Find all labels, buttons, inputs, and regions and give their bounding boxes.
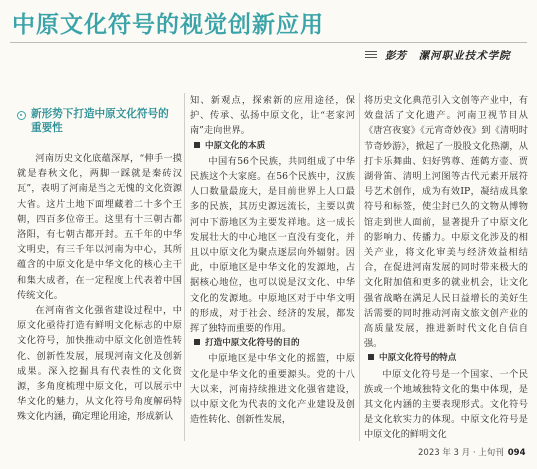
section-heading (17, 107, 177, 135)
column-1 (17, 151, 182, 425)
title-divider (10, 42, 527, 43)
paragraph: 在河南省文化强省建设过程中，中原文化亟待打造有鲜明文化标志的中原文化符号，加快推动中原文化创造性转化、创新性发展，展现河南文化及创新成果。深入挖掘具有代表性的文化资源，多角度梳理中原文化，可以展示中华文化的魅力，从文化符号角度解码特殊文化内涵，确定理论用途，形成新认 (17, 305, 182, 423)
column-3 (364, 93, 528, 443)
paragraph: 中原地区是中华文化的摇篮，中原文化是中华文化的重要源头。党的十八大以来，河南持续推进文化强省建设，以中原文化为代表的文化产业建设及创造性转化、创新性发展， (190, 353, 355, 426)
page-number: 094 (507, 448, 526, 458)
article-title: 中原文化符号的视觉创新应用 (12, 12, 324, 38)
paragraph: 河南历史文化底蕴深厚，“伸手一摸就是春秋文化，两脚一踩就是秦砖汉瓦”，表明了河南是当之无愧的文化资源大省。这片土地下面埋藏着二十多个王朝，四百多位帝王。这里有十三朝古都洛阳，有七朝古都开封。五千年的中华文明史，有三千年以河南为中心，其所蕴含的中原文化是中华文化的核心主干和集大成者，在一定程度上代表着中国传统文化。 (17, 153, 182, 301)
paragraph: 中原文化符号是一个国家、一个民族或一个地域独特文化的集中体现，是其文化内涵的主要表现形式。文化符号是文化软实力的体现。中原文化符号是中原文化的鲜明文化 (364, 368, 528, 441)
paragraph: 中国有56个民族，共同组成了中华民族这个大家庭。在56个民族中，汉族人口数量最庞大，是目前世界上人口最多的民族，其历史源远流长，主要以黄河中下游地区为主要发祥地。这一成长发展壮大的中心地区一直没有变化，并且以中原文化为聚点逐层向外辐射。因此，中原地区是中华文化的发源地，占据核心地位，也可以说是汉文化、中华文化的发源地。中原地区对于中华文明的形成，对于社会、经济的发展，都发挥了独特而重要的作用。 (190, 155, 355, 335)
column-2 (190, 93, 355, 427)
subheading-text: 中原文化符号的特点 (379, 353, 457, 364)
square-bullet-icon (194, 142, 200, 148)
square-bullet-icon (368, 354, 374, 360)
author-affiliation: 漯河职业技术学院 (418, 50, 511, 62)
subheading (190, 336, 355, 351)
subheading-text: 中原文化的本质 (205, 140, 266, 151)
section-bullet-icon (17, 111, 26, 120)
subheading-text: 打造中原文化符号的目的 (205, 338, 300, 349)
square-bullet-icon (194, 339, 200, 345)
page-footer (418, 446, 526, 458)
column-divider (359, 93, 360, 441)
author-name: 彭芳 (385, 50, 406, 62)
paragraph: 知、新观点，探索新的应用途径，保护、传承、弘扬中原文化，让“老家河南”走向世界。 (190, 95, 355, 137)
paragraph: 将历史文化典范引入文创等产业中，有效盘活了文化遗产。河南卫视节目从《唐宫夜宴》《元宵奇妙夜》到《清明时节奇妙游》，掀起了一股股文化热潮，从打卡乐舞曲、妇好鸮尊、莲鹤方壶、贾湖骨笛、清明上河图等古代元素开展符号艺术创作，成为有效IP，凝结成具象符号和标签，使尘封已久的文物从博物馆走到世人面前，显著提升了中原文化的影响力、传播力。中原文化涉及的相关产业，将文化审美与经济效益相结合，在促进河南发展的同时带来极大的文化附加值和更多的就业机会，让文化强省战略在满足人民日益增长的美好生活需要的同时推动河南文旅文创产业的高质量发展，推进新时代文化自信自强。 (364, 95, 528, 350)
author-marker-icon (365, 50, 377, 58)
section-heading-text: 新形势下打造中原文化符号的重要性 (31, 108, 169, 134)
issue-label: 2023 年 3 月 · 上旬刊 (418, 448, 504, 458)
column-divider (184, 93, 185, 441)
author-line (385, 48, 511, 63)
subheading (364, 351, 528, 366)
subheading (190, 139, 355, 154)
